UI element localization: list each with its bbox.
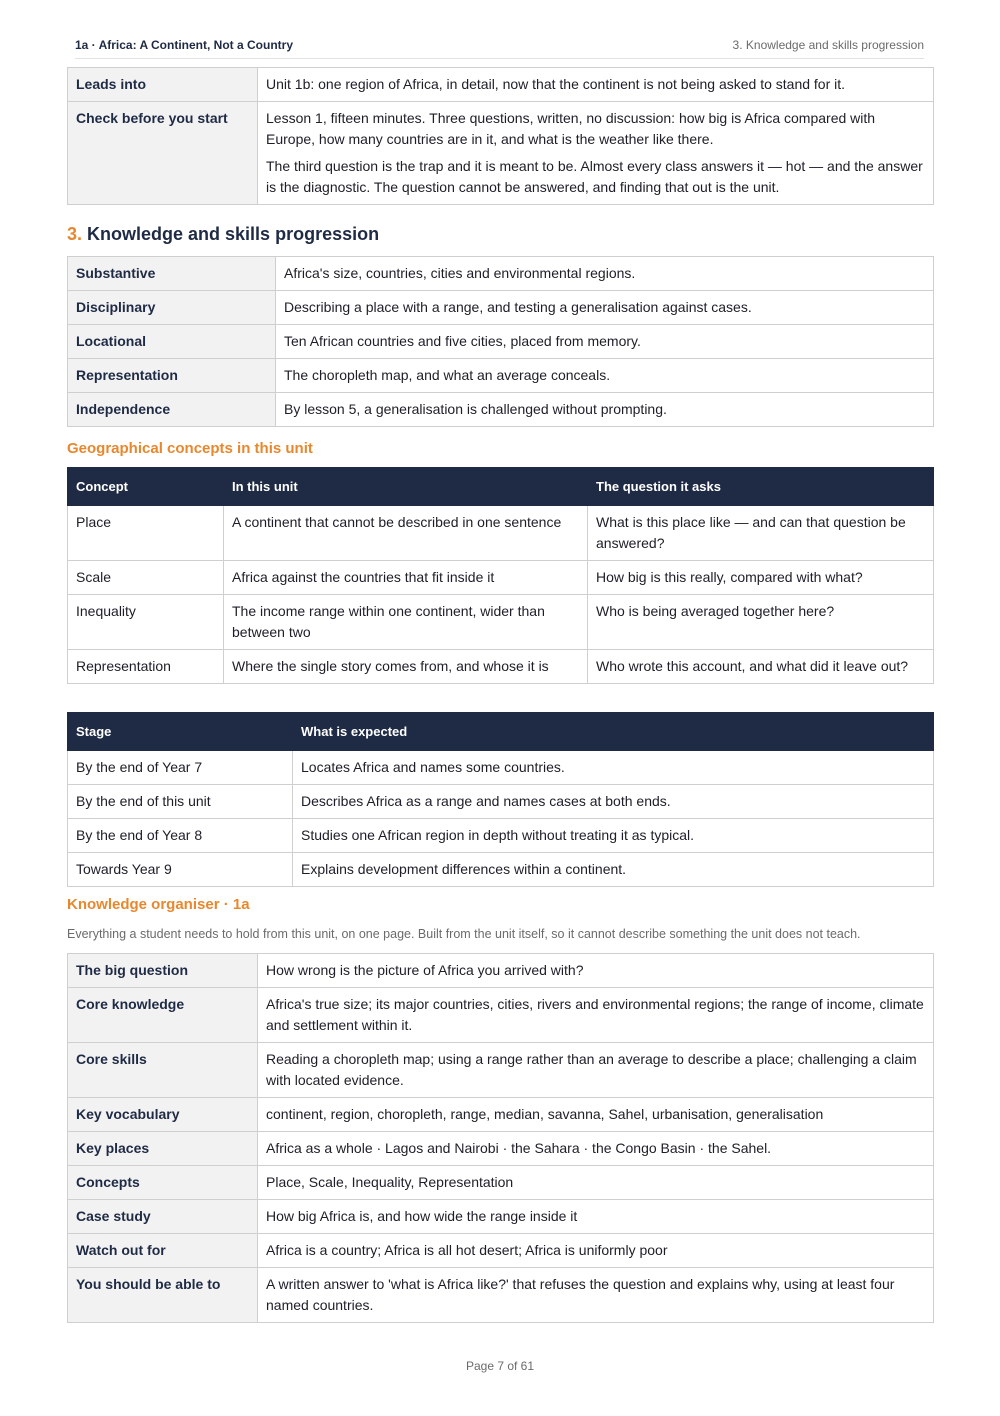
row-key: Independence xyxy=(68,393,276,427)
table-row xyxy=(68,988,934,1043)
table-row xyxy=(68,1200,934,1234)
row-key: Watch out for xyxy=(68,1234,258,1268)
running-header-section: 3. Knowledge and skills progression xyxy=(732,38,924,52)
row-key: Concepts xyxy=(68,1166,258,1200)
table-row xyxy=(68,595,934,650)
table-row xyxy=(68,506,934,561)
table-row xyxy=(68,819,934,853)
row-value: Place, Scale, Inequality, Representation xyxy=(258,1166,934,1200)
table-cell: Place xyxy=(68,506,224,561)
table-cell: Africa against the countries that fit inside it xyxy=(224,561,588,595)
row-key: Key places xyxy=(68,1132,258,1166)
table-header-row xyxy=(68,713,934,751)
row-key: Case study xyxy=(68,1200,258,1234)
running-header xyxy=(75,38,924,59)
row-value: Africa's size, countries, cities and environmental regions. xyxy=(276,257,934,291)
table-row xyxy=(68,954,934,988)
table-row xyxy=(68,393,934,427)
table-cell: How big is this really, compared with what? xyxy=(588,561,934,595)
row-value: By lesson 5, a generalisation is challenged without prompting. xyxy=(276,393,934,427)
column-header: In this unit xyxy=(224,468,588,506)
row-value: How big Africa is, and how wide the range inside it xyxy=(258,1200,934,1234)
table-row xyxy=(68,102,934,205)
column-header: What is expected xyxy=(293,713,934,751)
table-cell: Describes Africa as a range and names cases at both ends. xyxy=(293,785,934,819)
table-row xyxy=(68,853,934,887)
row-key: Disciplinary xyxy=(68,291,276,325)
section-title: Knowledge and skills progression xyxy=(87,224,380,244)
concepts-heading: Geographical concepts in this unit xyxy=(67,440,313,457)
table-cell: By the end of this unit xyxy=(68,785,293,819)
row-value: Africa is a country; Africa is all hot desert; Africa is uniformly poor xyxy=(258,1234,934,1268)
table-row xyxy=(68,257,934,291)
table-cell: The income range within one continent, wider than between two xyxy=(224,595,588,650)
page-number: Page 7 of 61 xyxy=(465,1359,535,1373)
table-header-row xyxy=(68,468,934,506)
progression-table xyxy=(67,256,934,427)
table-row xyxy=(68,1166,934,1200)
table-cell: Representation xyxy=(68,650,224,684)
column-header: Stage xyxy=(68,713,293,751)
concepts-table xyxy=(67,467,934,684)
row-key: Core knowledge xyxy=(68,988,258,1043)
table-cell: By the end of Year 8 xyxy=(68,819,293,853)
knowledge-organiser-table xyxy=(67,953,934,1323)
table-row xyxy=(68,650,934,684)
row-key: The big question xyxy=(68,954,258,988)
table-cell: Inequality xyxy=(68,595,224,650)
table-cell: Explains development differences within a continent. xyxy=(293,853,934,887)
row-key: Locational xyxy=(68,325,276,359)
table-row xyxy=(68,325,934,359)
row-paragraph: Lesson 1, fifteen minutes. Three questions, written, no discussion: how big is Africa compared with Europe, how many countries are in it, and what is the weather like there. xyxy=(266,110,876,147)
row-value: The choropleth map, and what an average conceals. xyxy=(276,359,934,393)
table-row xyxy=(68,1043,934,1098)
table-row xyxy=(68,561,934,595)
row-paragraph: The third question is the trap and it is meant to be. Almost every class answers it — hot — and the answer is the diagnostic. The question cannot be answered, and finding that out is the unit. xyxy=(266,158,923,195)
row-key: Key vocabulary xyxy=(68,1098,258,1132)
table-cell: Who wrote this account, and what did it leave out? xyxy=(588,650,934,684)
stages-table xyxy=(67,712,934,887)
section-number: 3. xyxy=(67,224,83,244)
table-cell: Towards Year 9 xyxy=(68,853,293,887)
table-row xyxy=(68,751,934,785)
table-cell: What is this place like — and can that question be answered? xyxy=(588,506,934,561)
table-row xyxy=(68,1098,934,1132)
table-row xyxy=(68,1234,934,1268)
row-value: Africa as a whole · Lagos and Nairobi · the Sahara · the Congo Basin · the Sahel. xyxy=(258,1132,934,1166)
table-row xyxy=(68,291,934,325)
table-row xyxy=(68,785,934,819)
table-row xyxy=(68,1132,934,1166)
table-cell: By the end of Year 7 xyxy=(68,751,293,785)
row-key: Substantive xyxy=(68,257,276,291)
table-row xyxy=(68,359,934,393)
table-cell: A continent that cannot be described in one sentence xyxy=(224,506,588,561)
organiser-heading: Knowledge organiser · 1a xyxy=(67,896,250,913)
row-paragraph: Unit 1b: one region of Africa, in detail, now that the continent is not being asked to stand for it. xyxy=(266,76,846,92)
section-heading xyxy=(67,224,379,245)
table-cell: Scale xyxy=(68,561,224,595)
table-row xyxy=(68,68,934,102)
row-key: Core skills xyxy=(68,1043,258,1098)
row-value: Reading a choropleth map; using a range rather than an average to describe a place; challenging a claim with located evidence. xyxy=(258,1043,934,1098)
row-value: A written answer to 'what is Africa like?' that refuses the question and explains why, using at least four named countries. xyxy=(258,1268,934,1323)
table-cell: Where the single story comes from, and whose it is xyxy=(224,650,588,684)
row-value: Africa's true size; its major countries, cities, rivers and environmental regions; the range of income, climate and settlement within it. xyxy=(258,988,934,1043)
row-value: How wrong is the picture of Africa you arrived with? xyxy=(258,954,934,988)
row-key: Check before you start xyxy=(68,102,258,205)
table-cell: Who is being averaged together here? xyxy=(588,595,934,650)
table-cell: Studies one African region in depth without treating it as typical. xyxy=(293,819,934,853)
table-cell: Locates Africa and names some countries. xyxy=(293,751,934,785)
row-key: Leads into xyxy=(68,68,258,102)
column-header: Concept xyxy=(68,468,224,506)
row-key: You should be able to xyxy=(68,1268,258,1323)
row-value xyxy=(258,68,934,102)
row-value: Describing a place with a range, and testing a generalisation against cases. xyxy=(276,291,934,325)
row-value: Ten African countries and five cities, placed from memory. xyxy=(276,325,934,359)
unit-overview-table xyxy=(67,67,934,205)
table-row xyxy=(68,1268,934,1323)
row-value xyxy=(258,102,934,205)
organiser-intro: Everything a student needs to hold from this unit, on one page. Built from the unit itself, so it cannot describe something the unit does not teach. xyxy=(67,927,861,941)
row-key: Representation xyxy=(68,359,276,393)
column-header: The question it asks xyxy=(588,468,934,506)
running-header-unit: 1a · Africa: A Continent, Not a Country xyxy=(75,38,294,52)
row-value: continent, region, choropleth, range, median, savanna, Sahel, urbanisation, generalisation xyxy=(258,1098,934,1132)
